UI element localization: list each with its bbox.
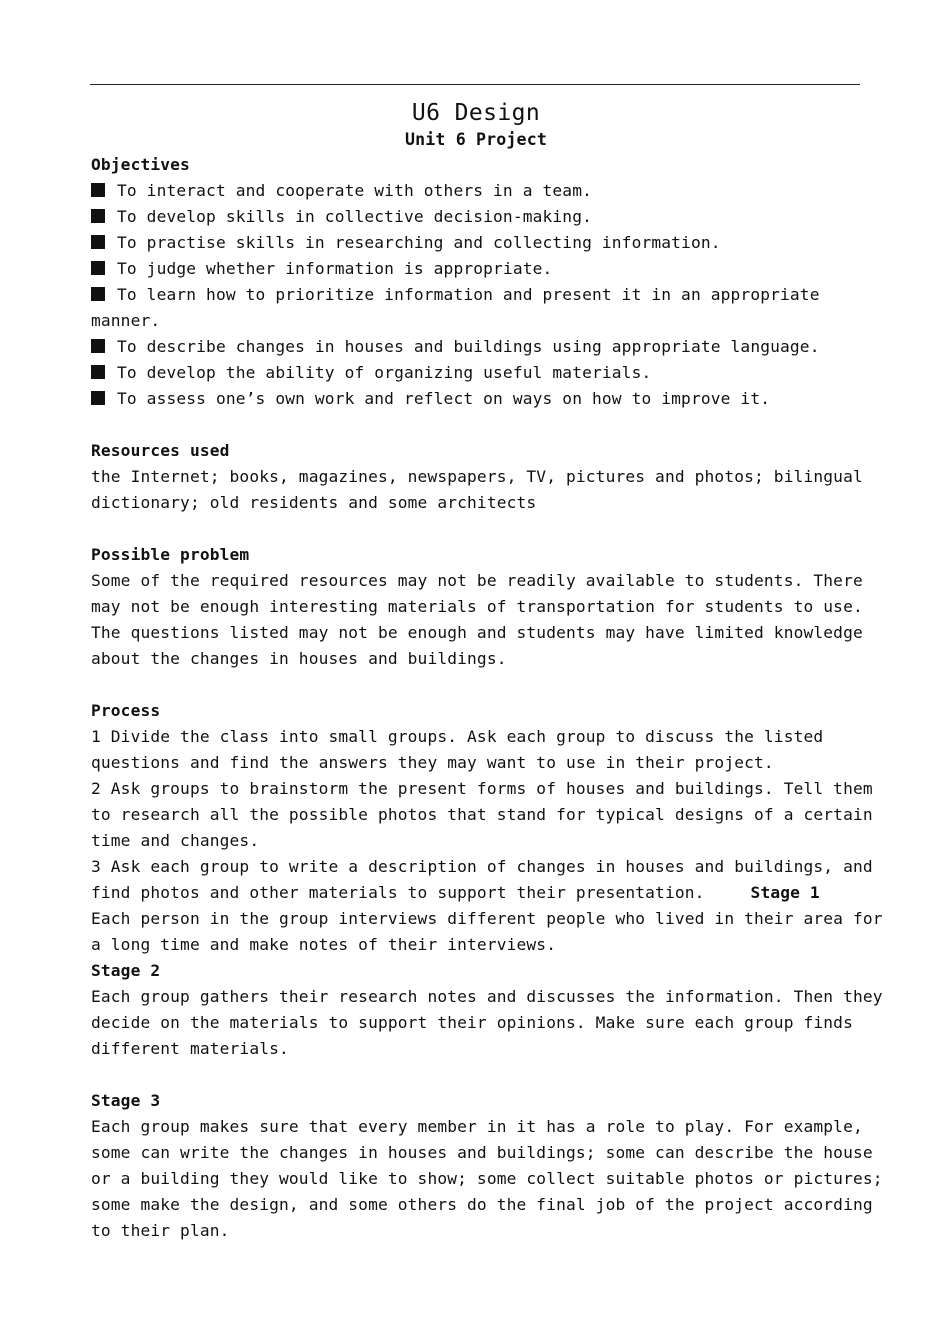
resources-section <box>91 438 861 516</box>
square-bullet-icon <box>91 391 105 405</box>
objective-text: To develop the ability of organizing useful materials. <box>117 363 652 382</box>
resources-line: the Internet; books, magazines, newspapers, TV, pictures and photos; bilingual <box>91 467 863 486</box>
stage-3-label: Stage 3 <box>91 1091 161 1110</box>
stage-1-line: Each person in the group interviews different people who lived in their area for <box>91 909 883 928</box>
problem-line: may not be enough interesting materials of transportation for students to use. <box>91 597 863 616</box>
spacer <box>91 516 861 542</box>
stage-2-line: different materials. <box>91 1039 289 1058</box>
objective-item <box>91 282 861 308</box>
process-line: time and changes. <box>91 831 260 850</box>
process-heading: Process <box>91 701 161 720</box>
square-bullet-icon <box>91 365 105 379</box>
process-line: 2 Ask groups to brainstorm the present forms of houses and buildings. Tell them <box>91 779 873 798</box>
stage-2-label: Stage 2 <box>91 961 161 980</box>
stage-3-line: to their plan. <box>91 1221 230 1240</box>
possible-problem-section <box>91 542 861 672</box>
objective-item <box>91 256 861 282</box>
objective-text: To learn how to prioritize information and present it in an appropriate <box>117 285 820 304</box>
process-line-text: find photos and other materials to support their presentation. <box>91 883 705 902</box>
stage-3-line: some make the design, and some others do the final job of the project according <box>91 1195 873 1214</box>
page-subtitle: Unit 6 Project <box>405 130 547 149</box>
problem-line: about the changes in houses and buildings. <box>91 649 507 668</box>
objective-text: To judge whether information is appropriate. <box>117 259 553 278</box>
objectives-section <box>91 152 861 412</box>
square-bullet-icon <box>91 209 105 223</box>
process-line: to research all the possible photos that stand for typical designs of a certain <box>91 805 873 824</box>
resources-line: dictionary; old residents and some architects <box>91 493 537 512</box>
process-line-with-stage <box>91 880 861 906</box>
square-bullet-icon <box>91 261 105 275</box>
page-title: U6 Design <box>411 100 541 126</box>
process-line: questions and find the answers they may want to use in their project. <box>91 753 774 772</box>
objective-item <box>91 360 861 386</box>
square-bullet-icon <box>91 339 105 353</box>
square-bullet-icon <box>91 287 105 301</box>
stage-1-label: Stage 1 <box>750 883 820 902</box>
objective-continuation: manner. <box>91 311 161 330</box>
spacer <box>91 672 861 698</box>
possible-problem-heading: Possible problem <box>91 545 250 564</box>
header-rule <box>90 84 860 85</box>
stage-2-line: decide on the materials to support their opinions. Make sure each group finds <box>91 1013 853 1032</box>
objective-text: To interact and cooperate with others in a team. <box>117 181 592 200</box>
problem-line: The questions listed may not be enough and students may have limited knowledge <box>91 623 863 642</box>
objectives-heading: Objectives <box>91 155 190 174</box>
stage-1-line: a long time and make notes of their interviews. <box>91 935 557 954</box>
resources-heading: Resources used <box>91 441 230 460</box>
objective-item <box>91 230 861 256</box>
process-line: 3 Ask each group to write a description of changes in houses and buildings, and <box>91 857 873 876</box>
spacer <box>91 1062 861 1088</box>
objective-text: To describe changes in houses and buildings using appropriate language. <box>117 337 820 356</box>
problem-line: Some of the required resources may not be readily available to students. There <box>91 571 863 590</box>
objective-item <box>91 334 861 360</box>
stage-3-line: Each group makes sure that every member in it has a role to play. For example, <box>91 1117 863 1136</box>
stage-3-line: some can write the changes in houses and buildings; some can describe the house <box>91 1143 873 1162</box>
objective-item <box>91 386 861 412</box>
square-bullet-icon <box>91 183 105 197</box>
spacer <box>91 412 861 438</box>
document-body <box>91 98 883 1244</box>
objective-text: To assess one’s own work and reflect on ways on how to improve it. <box>117 389 771 408</box>
process-line: 1 Divide the class into small groups. Ask each group to discuss the listed <box>91 727 824 746</box>
objective-item <box>91 204 861 230</box>
stage-2-line: Each group gathers their research notes and discusses the information. Then they <box>91 987 883 1006</box>
objective-item <box>91 178 861 204</box>
square-bullet-icon <box>91 235 105 249</box>
process-section <box>91 698 883 1244</box>
objective-text: To develop skills in collective decision-making. <box>117 207 592 226</box>
objective-text: To practise skills in researching and collecting information. <box>117 233 721 252</box>
stage-3-line: or a building they would like to show; some collect suitable photos or pictures; <box>91 1169 883 1188</box>
